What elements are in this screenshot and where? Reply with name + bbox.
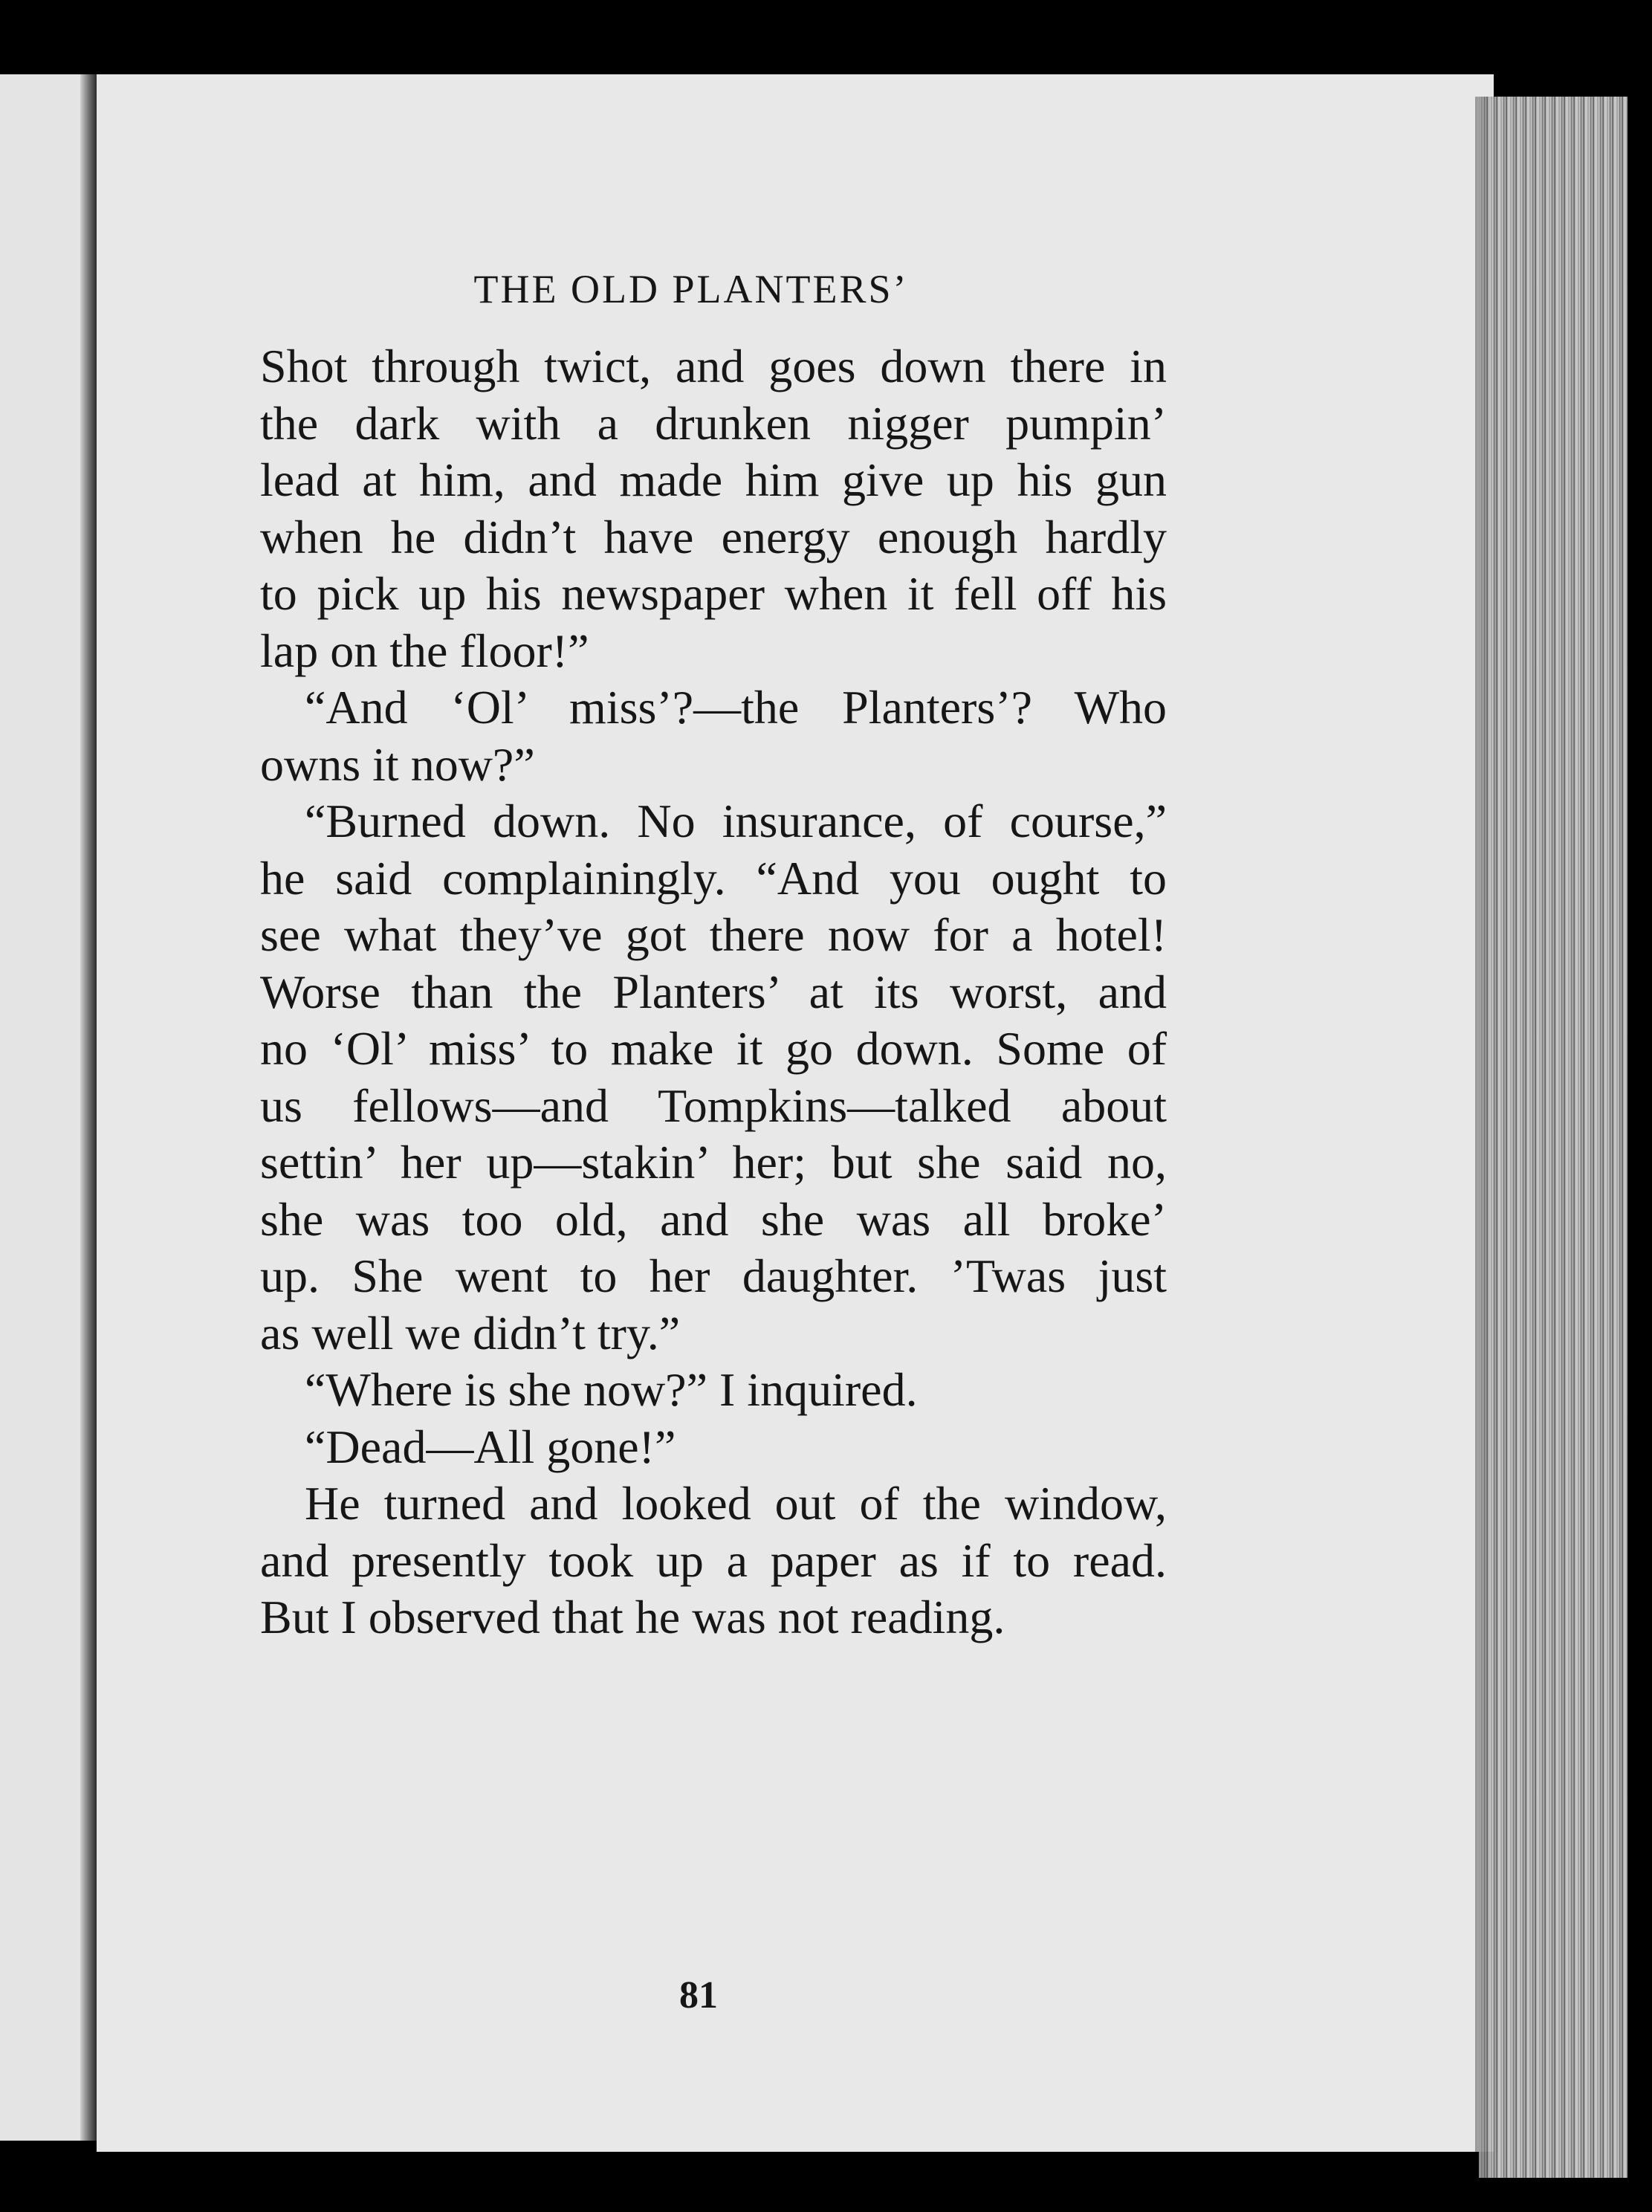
- text-line: as well we didn’t try.”: [260, 1306, 681, 1359]
- page-number: 81: [679, 1974, 718, 2017]
- text-line: lead at him, and made him give up his gun: [260, 453, 1167, 506]
- fore-edge-shadow: [1475, 97, 1497, 2178]
- text-line: But I observed that he was not reading.: [260, 1591, 1005, 1643]
- text-line: no ‘Ol’ miss’ to make it go down. Some of: [260, 1022, 1167, 1075]
- text-line: to pick up his newspaper when it fell off his: [260, 567, 1167, 620]
- body-text: [260, 338, 1167, 1646]
- text-line: “Dead—All gone!”: [305, 1420, 676, 1473]
- text-line: He turned and looked out of the window,: [305, 1477, 1167, 1530]
- text-line: lap on the floor!”: [260, 624, 589, 677]
- text-line: “Where is she now?” I inquired.: [305, 1363, 918, 1416]
- text-line: up. She went to her daughter. ’Twas just: [260, 1249, 1167, 1302]
- text-line: “And ‘Ol’ miss’?—the Planters’? Who: [305, 681, 1167, 734]
- fore-edge-page-stack: [1479, 97, 1627, 2178]
- text-line: owns it now?”: [260, 737, 535, 791]
- text-line: the dark with a drunken nigger pumpin’: [260, 396, 1167, 450]
- text-line: and presently took up a paper as if to read.: [260, 1533, 1167, 1587]
- text-line: us fellows—and Tompkins—talked about: [260, 1078, 1167, 1132]
- text-line: see what they’ve got there now for a hotel!: [260, 908, 1167, 961]
- text-line: Worse than the Planters’ at its worst, and: [260, 965, 1167, 1018]
- text-line: Shot through twict, and goes down there in: [260, 340, 1167, 392]
- text-line: he said complainingly. “And you ought to: [260, 851, 1167, 905]
- running-head: THE OLD PLANTERS’: [473, 267, 909, 311]
- gutter-shadow: [80, 74, 97, 2141]
- text-line: when he didn’t have energy enough hardly: [260, 510, 1167, 563]
- text-line: settin’ her up—stakin’ her; but she said no,: [260, 1136, 1167, 1189]
- left-page-remnant: [0, 74, 88, 2141]
- text-line: “Burned down. No insurance, of course,”: [305, 795, 1167, 847]
- text-line: she was too old, and she was all broke’: [260, 1192, 1167, 1246]
